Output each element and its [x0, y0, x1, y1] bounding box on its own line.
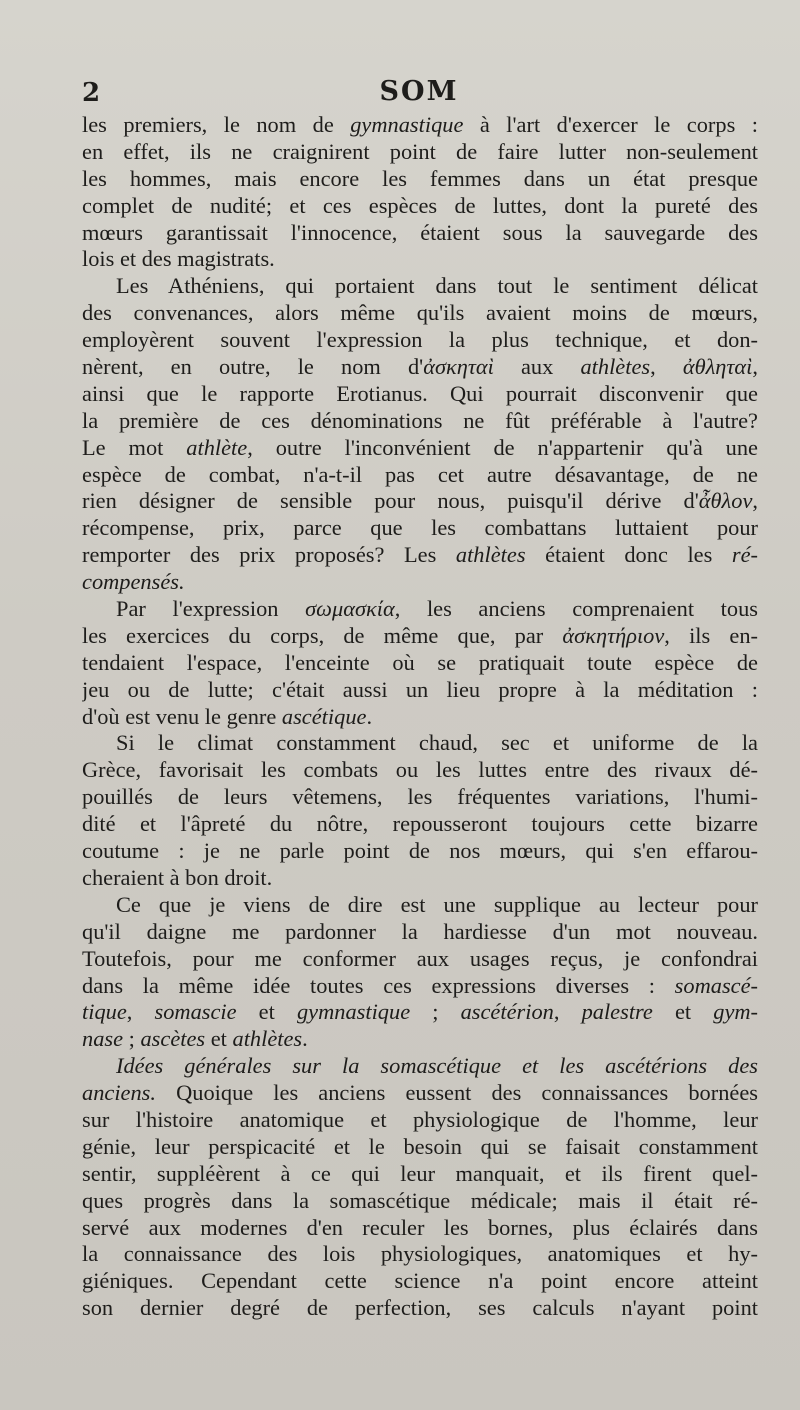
text-segment: son dernier degré de perfection, ses calculs n'ayant point: [82, 1295, 758, 1321]
text-segment: ainsi que le rapporte Erotianus. Qui pourrait disconvenir que: [82, 380, 758, 406]
italic-text: palestre: [581, 999, 653, 1025]
text-line: [82, 838, 758, 865]
text-segment: jeu ou de lutte; c'était aussi un lieu propre à la méditation :: [82, 676, 758, 702]
italic-text: nase: [82, 1026, 124, 1052]
text-segment: Le mot: [82, 434, 187, 460]
text-segment: qu'il daigne me pardonner la hardiesse d'un mot nouveau.: [82, 918, 758, 944]
text-line: [82, 542, 758, 569]
text-line: [82, 677, 758, 704]
text-line: [82, 784, 758, 811]
text-segment: remporter des prix proposés? Les: [82, 542, 456, 568]
text-segment: Par l'expression: [116, 596, 306, 622]
italic-text: ascétérion: [460, 999, 554, 1025]
text-line: [82, 381, 758, 408]
text-line: [82, 892, 758, 919]
text-line: [82, 1053, 758, 1080]
text-segment: la première de ces dénominations ne fût préférable à l'autre?: [82, 407, 758, 433]
italic-text: anciens.: [82, 1080, 156, 1106]
text-segment: , outre l'inconvénient de n'appartenir qu'à une: [247, 434, 758, 460]
italic-text: somascie: [154, 999, 237, 1025]
text-segment: dité et l'âpreté du nôtre, repousseront toujours cette bizarre: [82, 811, 758, 837]
text-line: [82, 166, 758, 193]
text-segment: ;: [123, 1026, 141, 1052]
text-line: [82, 730, 758, 757]
running-head: SOM: [379, 76, 459, 107]
text-segment: étaient donc les: [525, 542, 732, 568]
text-segment: rien désigner de sensible pour nous, puisqu'il dérive d': [82, 488, 699, 514]
text-line: [82, 220, 758, 247]
italic-text: athlètes: [455, 542, 526, 568]
text-line: [82, 757, 758, 784]
text-segment: à l'art d'exercer le corps :: [463, 112, 758, 137]
italic-text: tique: [82, 999, 127, 1025]
italic-text: ἀσκητήριον: [562, 622, 665, 648]
text-segment: des convenances, alors même qu'ils avaient moins de mœurs,: [82, 300, 758, 326]
text-line: [82, 1295, 758, 1322]
page-header: [82, 72, 756, 112]
text-line: [82, 623, 758, 650]
italic-text: gym-: [713, 999, 758, 1025]
text-line: [82, 999, 758, 1026]
text-segment: ;: [410, 999, 461, 1025]
text-segment: lois et des magistrats.: [82, 246, 275, 272]
text-line: [82, 408, 758, 435]
text-segment: récompense, prix, parce que les combattans luttaient pour: [82, 515, 758, 541]
text-segment: ,: [650, 354, 683, 380]
italic-text: athlètes: [232, 1026, 303, 1052]
text-line: [82, 811, 758, 838]
text-line: [82, 596, 758, 623]
text-line: [82, 1241, 758, 1268]
text-segment: pouillés de leurs vêtemens, les fréquentes variations, l'humi-: [82, 784, 758, 810]
italic-text: athlète: [186, 434, 248, 460]
text-line: [82, 273, 758, 300]
text-line: [82, 193, 758, 220]
text-line: [82, 1268, 758, 1295]
text-line: [82, 1107, 758, 1134]
text-line: [82, 865, 758, 892]
text-line: [82, 650, 758, 677]
body-text: [82, 112, 758, 1322]
italic-text: ascètes: [140, 1026, 206, 1052]
text-line: [82, 1161, 758, 1188]
italic-text: ἀθληταὶ: [682, 354, 753, 380]
text-segment: tendaient l'espace, l'enceinte où se pratiquait toute espèce de: [82, 649, 758, 675]
text-line: [82, 973, 758, 1000]
text-segment: mœurs garantissait l'innocence, étaient sous la sauvegarde des: [82, 219, 758, 245]
text-segment: dans la même idée toutes ces expressions diverses :: [82, 972, 675, 998]
italic-text: gymnastique: [350, 112, 464, 137]
text-segment: sentir, suppléèrent à ce qui leur manquait, et ils firent quel-: [82, 1160, 758, 1186]
italic-text: σωμασκία: [305, 596, 395, 622]
text-segment: espèce de combat, n'a-t-il pas cet autre désavantage, de ne: [82, 461, 758, 487]
text-line: [82, 246, 758, 273]
text-segment: Grèce, favorisait les combats ou les luttes entre des rivaux dé-: [82, 757, 758, 783]
text-segment: .: [302, 1026, 308, 1052]
text-segment: ,: [752, 488, 758, 514]
text-segment: ques progrès dans la somascétique médicale; mais il était ré-: [82, 1187, 758, 1213]
italic-text: ἀσκηταὶ: [423, 354, 494, 380]
text-segment: aux: [493, 354, 581, 380]
text-segment: , ils en-: [664, 622, 758, 648]
text-line: [82, 1080, 758, 1107]
italic-text: ré-: [731, 542, 758, 568]
text-segment: Les Athéniens, qui portaient dans tout le sentiment délicat: [116, 273, 758, 299]
text-segment: coutume : je ne parle point de nos mœurs, qui s'en effarou-: [82, 838, 758, 864]
text-line: [82, 1188, 758, 1215]
text-segment: les premiers, le nom de: [82, 112, 351, 137]
text-segment: et: [652, 999, 714, 1025]
text-segment: .: [366, 703, 373, 729]
text-line: [82, 300, 758, 327]
text-line: [82, 139, 758, 166]
text-segment: la connaissance des lois physiologiques, anatomiques et hy-: [82, 1241, 758, 1267]
italic-text: compensés.: [82, 569, 185, 595]
text-segment: les exercices du corps, de même que, par: [82, 622, 563, 648]
text-line: [82, 327, 758, 354]
text-line: [82, 515, 758, 542]
text-line: [82, 488, 758, 515]
italic-text: somascé-: [674, 972, 758, 998]
text-line: [82, 435, 758, 462]
text-segment: servé aux modernes d'en reculer les bornes, plus éclairés dans: [82, 1214, 758, 1240]
text-segment: , les anciens comprenaient tous: [394, 596, 758, 622]
page-number: 2: [82, 78, 101, 108]
text-segment: ,: [126, 999, 155, 1025]
text-segment: Toutefois, pour me conformer aux usages reçus, je confondrai: [82, 945, 758, 971]
italic-text: ascétique: [281, 703, 367, 729]
text-segment: cheraient à bon droit.: [82, 864, 273, 890]
italic-text: athlètes: [580, 354, 651, 380]
text-segment: sur l'histoire anatomique et physiologique de l'homme, leur: [82, 1106, 758, 1132]
italic-text: ἆθλον: [698, 488, 753, 514]
text-line: [82, 946, 758, 973]
text-segment: employèrent souvent l'expression la plus technique, et don-: [82, 327, 758, 353]
text-segment: giéniques. Cependant cette science n'a point encore atteint: [82, 1268, 758, 1294]
italic-text: gymnastique: [296, 999, 411, 1025]
text-segment: et: [205, 1026, 233, 1052]
text-line: [82, 1026, 758, 1053]
text-segment: Quoique les anciens eussent des connaissances bornées: [156, 1080, 758, 1106]
text-line: [82, 704, 758, 731]
text-segment: ,: [752, 354, 758, 380]
text-segment: d'où est venu le genre: [82, 703, 282, 729]
text-line: [82, 569, 758, 596]
text-line: [82, 919, 758, 946]
text-segment: Si le climat constamment chaud, sec et uniforme de la: [116, 730, 758, 756]
text-line: [82, 1215, 758, 1242]
text-segment: complet de nudité; et ces espèces de luttes, dont la pureté des: [82, 192, 758, 218]
text-segment: ,: [553, 999, 582, 1025]
text-line: [82, 112, 758, 139]
italic-text: Idées générales sur la somascétique et les ascétérions des: [116, 1053, 758, 1079]
text-line: [82, 354, 758, 381]
text-line: [82, 1134, 758, 1161]
text-segment: et: [236, 999, 297, 1025]
text-line: [82, 462, 758, 489]
text-segment: génie, leur perspicacité et le besoin qui se faisait constamment: [82, 1133, 758, 1159]
text-segment: les hommes, mais encore les femmes dans un état presque: [82, 165, 758, 191]
text-segment: en effet, ils ne craignirent point de faire lutter non-seulement: [82, 138, 758, 164]
text-segment: Ce que je viens de dire est une supplique au lecteur pour: [116, 891, 758, 917]
text-segment: nèrent, en outre, le nom d': [82, 354, 424, 380]
